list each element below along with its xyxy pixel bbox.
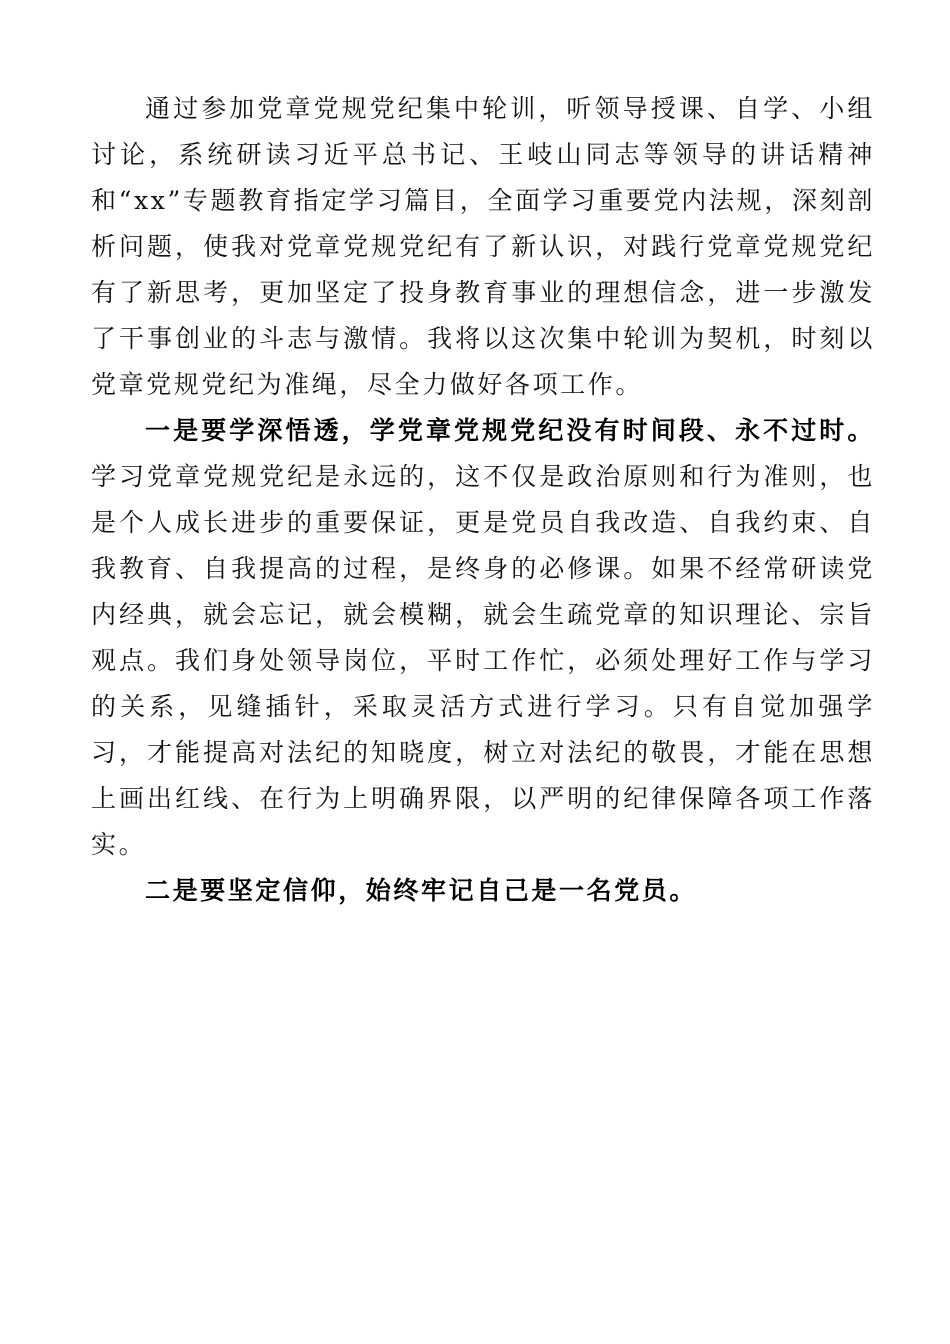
paragraph-text: 通过参加党章党规党纪集中轮训，听领导授课、自学、小组讨论，系统研读习近平总书记、王岐山同志等领导的讲话精神和“xx”专题教育指定学习篇目，全面学习重要党内法规，深刻剖析问题，使我对党章党规党纪有了新认识，对践行党章党规党纪有了新思考，更加坚定了投身教育事业的理想信念，进一步激发了干事创业的斗志与激情。我将以这次集中轮训为契机，时刻以党章党规党纪为准绳，尽全力做好各项工作。 bbox=[91, 94, 875, 399]
paragraph-intro bbox=[91, 86, 875, 408]
paragraph-text: 学习党章党规党纪是永远的，这不仅是政治原则和行为准则，也是个人成长进步的重要保证，更是党员自我改造、自我约束、自我教育、自我提高的过程，是终身的必修课。如果不经常研读党内经典，就会忘记，就会模糊，就会生疏党章的知识理论、宗旨观点。我们身处领导岗位，平时工作忙，必须处理好工作与学习的关系，见缝插针，采取灵活方式进行学习。只有自觉加强学习，才能提高对法纪的知晓度，树立对法纪的敬畏，才能在思想上画出红线、在行为上明确界限，以严明的纪律保障各项工作落实。 bbox=[91, 462, 875, 859]
document-body bbox=[91, 86, 875, 914]
paragraph-lead: 一是要学深悟透，学党章党规党纪没有时间段、永不过时。 bbox=[145, 416, 875, 445]
paragraph-point-two bbox=[91, 868, 875, 914]
paragraph-point-one bbox=[91, 408, 875, 868]
paragraph-lead: 二是要坚定信仰，始终牢记自己是一名党员。 bbox=[145, 876, 698, 905]
